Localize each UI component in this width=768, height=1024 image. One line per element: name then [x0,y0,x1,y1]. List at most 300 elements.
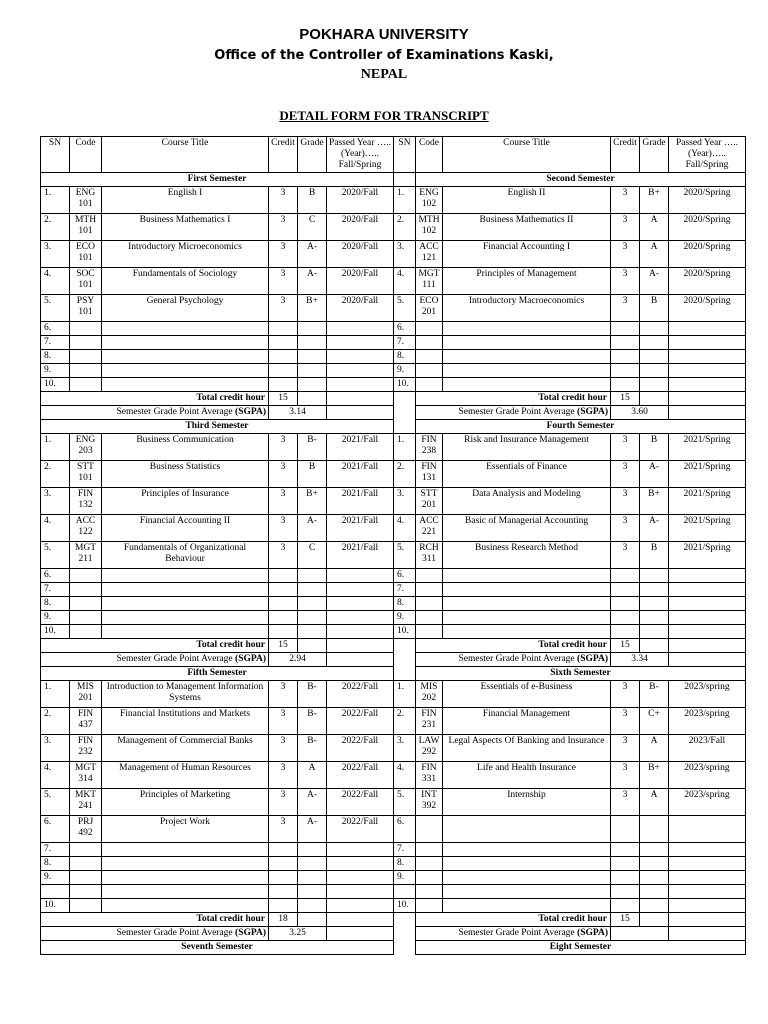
credit-hours: 3 [611,762,640,789]
total-credit-label: Total credit hour [41,392,269,406]
credit-hours: 3 [269,789,298,816]
course-row [41,708,746,735]
course-title [443,322,611,336]
row-number: 7. [394,843,416,857]
empty-cell [669,653,746,667]
course-title [443,336,611,350]
grade [298,583,327,597]
empty-cell [669,927,746,941]
grade [298,597,327,611]
course-title [443,378,611,392]
row-number: 3. [41,488,70,515]
grade: B- [298,681,327,708]
course-code [70,569,102,583]
credit-hours [269,625,298,639]
course-row [41,735,746,762]
credit-hours: 3 [269,542,298,569]
passed-year: 2021/Spring [669,488,746,515]
row-number: 8. [394,350,416,364]
course-code: MGT 314 [70,762,102,789]
row-number: 10. [394,899,416,913]
grade [298,364,327,378]
course-title [443,816,611,843]
course-row [41,378,746,392]
credit-hours: 3 [269,187,298,214]
course-code [70,843,102,857]
passed-year: 2022/Fall [327,735,394,762]
course-title: Life and Health Insurance [443,762,611,789]
course-row [41,611,746,625]
credit-hours: 3 [611,735,640,762]
total-credit-label: Total credit hour [416,392,611,406]
semester-heading-row [41,941,746,955]
credit-hours [611,871,640,885]
credit-hours [611,899,640,913]
credit-hours [611,378,640,392]
course-row [41,241,746,268]
semester-heading-row [41,173,746,187]
course-code [70,322,102,336]
row-number: 9. [394,611,416,625]
row-number: 6. [394,322,416,336]
credit-hours [269,597,298,611]
course-title: Project Work [102,816,269,843]
semester-heading-row [41,420,746,434]
row-number: 3. [41,241,70,268]
course-code: MKT 241 [70,789,102,816]
sgpa-value: 3.60 [611,406,669,420]
semester-title: Fourth Semester [416,420,746,434]
course-title: Internship [443,789,611,816]
course-title [102,350,269,364]
col-credit: Credit [269,137,298,173]
header-row [41,137,746,173]
empty-cell [669,392,746,406]
course-code: INT 392 [416,789,443,816]
sgpa-value [611,927,669,941]
passed-year: 2021/Fall [327,488,394,515]
grade [298,350,327,364]
col-code: Code [416,137,443,173]
credit-hours: 3 [611,789,640,816]
row-number: 1. [394,187,416,214]
empty-cell [669,913,746,927]
course-code: MGT 111 [416,268,443,295]
course-title [102,857,269,871]
credit-hours [269,899,298,913]
course-title [102,583,269,597]
form-title: DETAIL FORM FOR TRANSCRIPT [279,108,489,123]
empty-cell [70,885,102,899]
course-row [41,187,746,214]
course-title: Business Mathematics II [443,214,611,241]
passed-year: 2021/Spring [669,542,746,569]
credit-hours [269,843,298,857]
course-row [41,681,746,708]
row-number: 9. [394,364,416,378]
sgpa-row [41,653,746,667]
course-row [41,214,746,241]
course-code: MIS 201 [70,681,102,708]
course-title: Principles of Marketing [102,789,269,816]
grade [640,816,669,843]
gap-cell [394,667,416,681]
course-code [416,899,443,913]
course-title: Financial Management [443,708,611,735]
grade [298,857,327,871]
empty-cell [611,885,640,899]
grade [298,843,327,857]
course-title [443,583,611,597]
grade [298,611,327,625]
credit-hours: 3 [611,434,640,461]
course-row [41,871,746,885]
col-passed: Passed Year …..(Year)….. Fall/Spring [669,137,746,173]
passed-year: 2020/Fall [327,187,394,214]
course-title [102,378,269,392]
passed-year: 2020/Fall [327,295,394,322]
course-code: ENG 102 [416,187,443,214]
credit-hours [269,569,298,583]
credit-hours [611,857,640,871]
sgpa-value: 3.14 [269,406,327,420]
grade [640,569,669,583]
passed-year: 2022/Fall [327,816,394,843]
course-title [102,364,269,378]
grade: B [640,434,669,461]
empty-cell [298,639,327,653]
course-code: ACC 121 [416,241,443,268]
empty-cell [298,392,327,406]
grade [640,583,669,597]
course-row [41,899,746,913]
row-number: 4. [394,515,416,542]
empty-cell [298,913,327,927]
gap-cell [394,406,416,420]
row-number: 3. [394,735,416,762]
passed-year [327,597,394,611]
grade: A [640,789,669,816]
course-title: Essentials of Finance [443,461,611,488]
empty-cell [416,885,443,899]
empty-cell [327,653,394,667]
gap-cell [394,420,416,434]
grade: A- [298,241,327,268]
credit-hours [269,378,298,392]
course-code: MTH 102 [416,214,443,241]
empty-cell [327,913,394,927]
course-code: MIS 202 [416,681,443,708]
transcript-body [41,137,746,955]
semester-title: Seventh Semester [41,941,394,955]
col-title: Course Title [443,137,611,173]
course-title: English I [102,187,269,214]
credit-hours [611,625,640,639]
grade [640,336,669,350]
course-title [102,611,269,625]
course-title [443,899,611,913]
row-number: 7. [41,336,70,350]
row-number: 2. [41,461,70,488]
grade: B- [298,708,327,735]
col-grade: Grade [298,137,327,173]
credit-hours [611,569,640,583]
sgpa-value: 2.94 [269,653,327,667]
grade [298,322,327,336]
row-number: 5. [394,542,416,569]
course-title: Legal Aspects Of Banking and Insurance [443,735,611,762]
grade: A [298,762,327,789]
credit-hours: 3 [611,515,640,542]
row-number: 2. [41,708,70,735]
sgpa-label [416,653,611,667]
course-title: Basic of Managerial Accounting [443,515,611,542]
total-credit-label: Total credit hour [416,913,611,927]
course-code: PSY 101 [70,295,102,322]
sgpa-label [41,927,269,941]
row-number: 7. [41,583,70,597]
credit-hours: 3 [611,488,640,515]
passed-year [327,350,394,364]
credit-hours: 3 [611,214,640,241]
grade: C [298,214,327,241]
course-title: Essentials of e-Business [443,681,611,708]
grade [640,597,669,611]
row-number: 4. [41,268,70,295]
row-number: 6. [41,322,70,336]
total-credit-value: 15 [269,639,298,653]
course-title: Fundamentals of Organizational Behaviour [102,542,269,569]
course-title: Introduction to Management Information Systems [102,681,269,708]
course-code: FIN 331 [416,762,443,789]
passed-year: 2023/spring [669,762,746,789]
passed-year: 2022/Fall [327,708,394,735]
credit-hours: 3 [269,241,298,268]
course-code [416,336,443,350]
col-sn: SN [41,137,70,173]
credit-hours: 3 [611,708,640,735]
row-number: 4. [41,515,70,542]
country-name: NEPAL [360,67,408,82]
empty-cell [640,392,669,406]
grade: B+ [298,295,327,322]
grade [640,899,669,913]
course-row [41,542,746,569]
grade: B [298,187,327,214]
sgpa-abbr: (SGPA) [235,407,266,417]
passed-year [669,625,746,639]
sgpa-label-text: Semester Grade Point Average [116,407,236,417]
passed-year: 2021/Spring [669,434,746,461]
grade: A [640,735,669,762]
col-grade: Grade [640,137,669,173]
row-number: 8. [394,597,416,611]
course-title: Financial Accounting I [443,241,611,268]
grade: A- [298,268,327,295]
course-title [443,597,611,611]
course-code [416,569,443,583]
passed-year [327,611,394,625]
semester-title: Sixth Semester [416,667,746,681]
col-code: Code [70,137,102,173]
row-number: 7. [394,336,416,350]
grade [298,899,327,913]
credit-hours [611,336,640,350]
course-title: Business Statistics [102,461,269,488]
row-number: 5. [394,295,416,322]
row-number: 2. [394,214,416,241]
grade: B+ [640,762,669,789]
course-code [70,871,102,885]
course-title [443,611,611,625]
course-row [41,762,746,789]
col-sn: SN [394,137,416,173]
row-number: 10. [41,378,70,392]
course-title: Principles of Management [443,268,611,295]
passed-year [327,322,394,336]
course-code [70,336,102,350]
grade [298,336,327,350]
grade: B+ [298,488,327,515]
grade [640,611,669,625]
passed-year [327,364,394,378]
row-number: 10. [394,378,416,392]
passed-year [327,378,394,392]
row-number: 6. [394,816,416,843]
course-row [41,583,746,597]
passed-year: 2020/Spring [669,187,746,214]
passed-year [669,871,746,885]
empty-cell [327,639,394,653]
row-number: 5. [41,789,70,816]
course-row [41,488,746,515]
course-code [416,816,443,843]
passed-year: 2021/Fall [327,434,394,461]
credit-hours: 3 [611,295,640,322]
total-credit-label: Total credit hour [41,913,269,927]
grade: A- [298,515,327,542]
credit-hours: 3 [269,681,298,708]
empty-cell [640,913,669,927]
passed-year: 2022/Fall [327,789,394,816]
course-title: Financial Institutions and Markets [102,708,269,735]
sgpa-row [41,406,746,420]
grade: A- [640,515,669,542]
course-code [70,350,102,364]
university-name: POKHARA UNIVERSITY [299,26,469,43]
grade: A [640,241,669,268]
grade [298,625,327,639]
grade: A- [298,816,327,843]
grade: C+ [640,708,669,735]
passed-year: 2021/Spring [669,515,746,542]
row-number: 3. [394,241,416,268]
course-code: PRJ 492 [70,816,102,843]
passed-year: 2021/Fall [327,542,394,569]
course-row [41,268,746,295]
total-credit-value: 15 [611,392,640,406]
course-title [102,336,269,350]
row-number: 10. [41,899,70,913]
row-number: 9. [394,871,416,885]
row-number: 1. [41,681,70,708]
course-code [70,611,102,625]
passed-year [669,350,746,364]
total-credit-value: 15 [611,913,640,927]
course-code: ECO 201 [416,295,443,322]
course-title: Introductory Microeconomics [102,241,269,268]
row-number: 5. [394,789,416,816]
course-row [41,434,746,461]
credit-hours: 3 [269,268,298,295]
passed-year [669,899,746,913]
course-row [41,336,746,350]
row-number: 2. [41,214,70,241]
course-code [416,322,443,336]
row-number: 9. [41,611,70,625]
course-row [41,885,746,899]
course-title [443,350,611,364]
passed-year [669,857,746,871]
passed-year: 2023/spring [669,789,746,816]
credit-hours [269,350,298,364]
passed-year: 2020/Spring [669,241,746,268]
empty-cell [640,639,669,653]
credit-hours [611,322,640,336]
course-code [70,583,102,597]
total-credit-value: 18 [269,913,298,927]
row-number: 6. [394,569,416,583]
grade [640,322,669,336]
sgpa-label-text: Semester Grade Point Average [116,654,236,664]
row-number: 4. [394,762,416,789]
empty-cell [327,392,394,406]
course-code [416,350,443,364]
credit-hours: 3 [269,708,298,735]
course-code [416,378,443,392]
semester-title: Second Semester [416,173,746,187]
course-title [443,871,611,885]
credit-hours: 3 [269,461,298,488]
credit-hours [611,583,640,597]
credit-hours: 3 [611,268,640,295]
sgpa-row [41,927,746,941]
course-code: FIN 131 [416,461,443,488]
credit-hours [611,350,640,364]
gap-cell [394,927,416,941]
row-number: 1. [41,434,70,461]
empty-cell [269,885,298,899]
credit-hours: 3 [269,488,298,515]
row-number: 2. [394,708,416,735]
sgpa-abbr: (SGPA) [577,654,608,664]
semester-title: Third Semester [41,420,394,434]
course-title: Data Analysis and Modeling [443,488,611,515]
course-code: ECO 101 [70,241,102,268]
course-code [70,899,102,913]
sgpa-label-text: Semester Grade Point Average [458,928,578,938]
grade: A- [640,461,669,488]
course-row [41,625,746,639]
row-number: 10. [394,625,416,639]
gap-cell [394,639,416,653]
credit-hours: 3 [611,461,640,488]
course-code [70,857,102,871]
grade: B- [640,681,669,708]
total-credit-row [41,913,746,927]
row-number: 1. [41,187,70,214]
credit-hours: 3 [269,434,298,461]
